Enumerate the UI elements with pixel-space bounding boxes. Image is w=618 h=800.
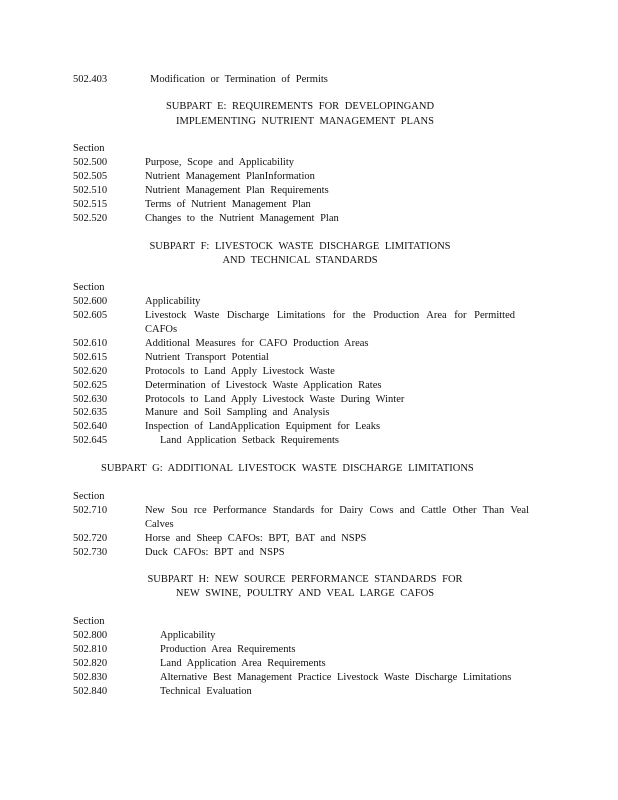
section-title: Changes to the Nutrient Management Plan: [145, 213, 339, 224]
section-title: Livestock Waste Discharge Limitations for the Production Area for Permitted CAFOs: [145, 310, 515, 335]
section-number: 502.605: [73, 310, 108, 321]
section-number: 502.610: [73, 338, 108, 349]
section-title: Land Application Area Requirements: [160, 658, 326, 669]
section-title: Nutrient Transport Potential: [145, 352, 269, 363]
section-label: Section: [73, 491, 105, 502]
section-number: 502.640: [73, 421, 108, 432]
section-title: Modification or Termination of Permits: [150, 74, 328, 85]
section-number: 502.645: [73, 435, 108, 446]
section-title: Nutrient Management Plan Requirements: [145, 185, 329, 196]
subpart-e-heading-line1: SUBPART E: REQUIREMENTS FOR DEVELOPINGAND: [165, 101, 435, 112]
section-title: Manure and Soil Sampling and Analysis: [145, 407, 330, 418]
section-title: New Sou rce Performance Standards for Dairy Cows and Cattle Other Than Veal Calves: [145, 505, 529, 530]
section-title: Protocols to Land Apply Livestock Waste: [145, 366, 335, 377]
section-number: 502.620: [73, 366, 108, 377]
section-title: Alternative Best Management Practice Livestock Waste Discharge Limitations: [160, 672, 512, 683]
section-number: 502.630: [73, 394, 108, 405]
section-title: Horse and Sheep CAFOs: BPT, BAT and NSPS: [145, 533, 367, 544]
section-number: 502.720: [73, 533, 108, 544]
section-title: Applicability: [145, 296, 201, 307]
subpart-h-heading-line1: SUBPART H: NEW SOURCE PERFORMANCE STANDARDS FOR: [147, 574, 463, 585]
section-label: Section: [73, 143, 105, 154]
subpart-e-heading-line2: IMPLEMENTING NUTRIENT MANAGEMENT PLANS: [176, 116, 434, 127]
section-number: 502.810: [73, 644, 108, 655]
section-number: 502.625: [73, 380, 108, 391]
section-number: 502.520: [73, 213, 108, 224]
section-number: 502.403: [73, 74, 108, 85]
section-number: 502.800: [73, 630, 108, 641]
section-title: Applicability: [160, 630, 216, 641]
section-number: 502.600: [73, 296, 108, 307]
section-number: 502.830: [73, 672, 108, 683]
section-number: 502.730: [73, 547, 108, 558]
subpart-f-heading-line1: SUBPART F: LIVESTOCK WASTE DISCHARGE LIMITATIONS: [149, 241, 451, 252]
section-title: Inspection of LandApplication Equipment for Leaks: [145, 421, 381, 432]
section-number: 502.500: [73, 157, 108, 168]
section-title: Purpose, Scope and Applicability: [145, 157, 294, 168]
section-title: Technical Evaluation: [160, 686, 252, 697]
section-number: 502.840: [73, 686, 108, 697]
subpart-h-heading-line2: NEW SWINE, POULTRY AND VEAL LARGE CAFOS: [175, 588, 435, 599]
section-number: 502.510: [73, 185, 108, 196]
section-number: 502.635: [73, 407, 108, 418]
subpart-g-heading: SUBPART G: ADDITIONAL LIVESTOCK WASTE DISCHARGE LIMITATIONS: [101, 463, 474, 474]
section-title: Terms of Nutrient Management Plan: [145, 199, 311, 210]
section-label: Section: [73, 282, 105, 293]
section-label: Section: [73, 616, 105, 627]
subpart-f-heading-line2: AND TECHNICAL STANDARDS: [222, 255, 378, 266]
section-number: 502.710: [73, 505, 108, 516]
section-number: 502.505: [73, 171, 108, 182]
section-title: Protocols to Land Apply Livestock Waste During Winter: [145, 394, 405, 405]
section-title: Additional Measures for CAFO Production Areas: [145, 338, 369, 349]
section-number: 502.615: [73, 352, 108, 363]
section-number: 502.820: [73, 658, 108, 669]
section-title: Determination of Livestock Waste Application Rates: [145, 380, 382, 391]
section-title: Nutrient Management PlanInformation: [145, 171, 315, 182]
section-title: Production Area Requirements: [160, 644, 296, 655]
section-title: Duck CAFOs: BPT and NSPS: [145, 547, 285, 558]
section-title: Land Application Setback Requirements: [160, 435, 339, 446]
section-number: 502.515: [73, 199, 108, 210]
